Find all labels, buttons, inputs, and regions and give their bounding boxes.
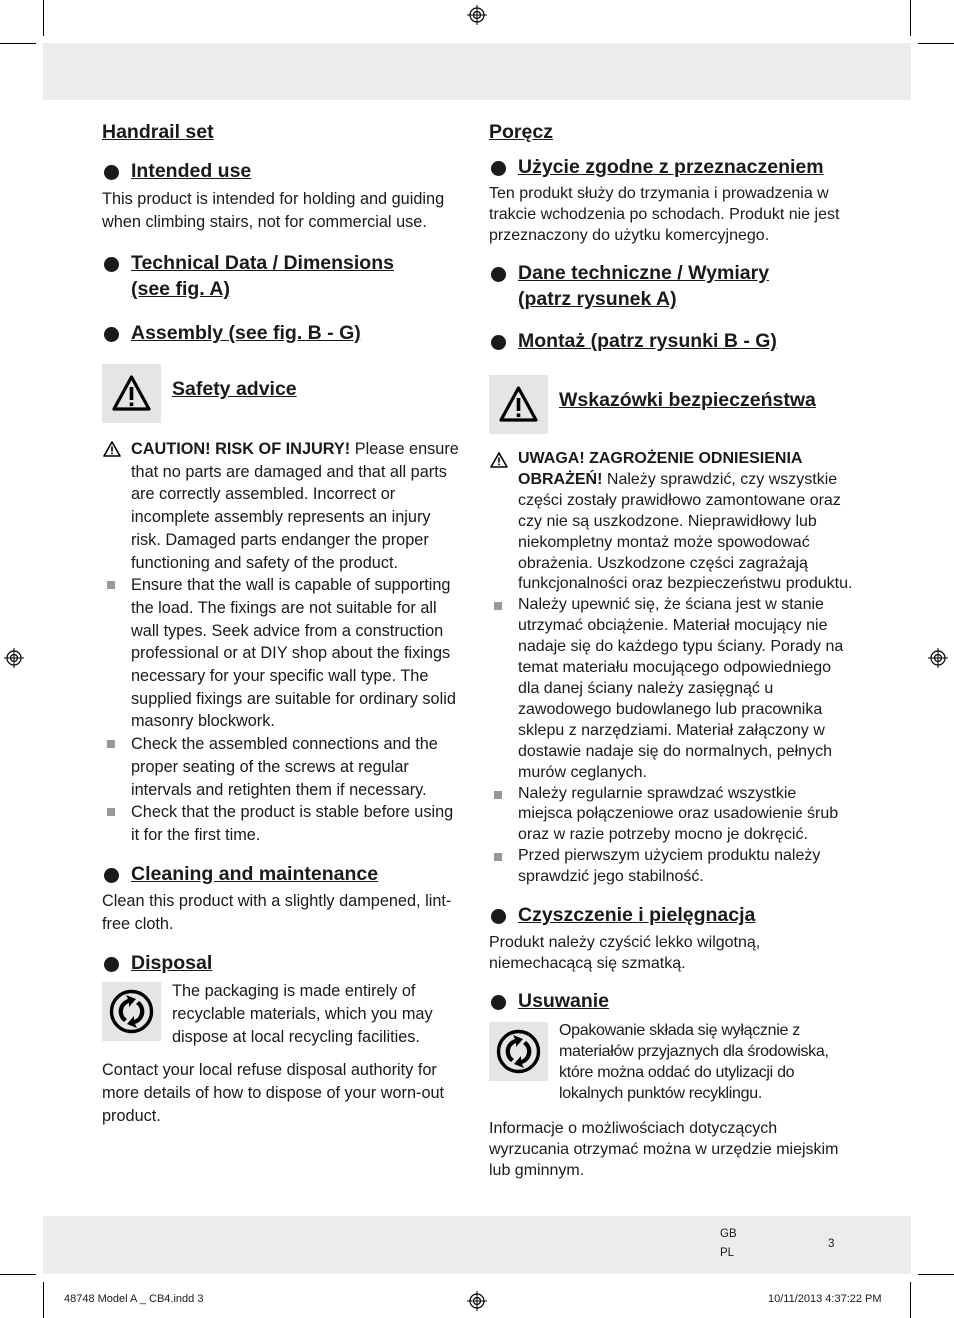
bullet-dot-icon bbox=[104, 257, 119, 272]
disposal-contact-text: Contact your local refuse disposal authority for more details of how to dispose of your worn-out product. bbox=[102, 1060, 445, 1125]
square-bullet-icon bbox=[107, 581, 115, 589]
warning-triangle-icon bbox=[489, 375, 548, 434]
cleaning-text: Produkt należy czyścić lekko wilgotną, niemechacącą się szmatką. bbox=[489, 934, 761, 973]
slug-date: 10/11/2013 4:37:22 PM bbox=[768, 1293, 882, 1305]
registration-mark-icon bbox=[928, 648, 948, 668]
list-item: Należy upewnić się, że ściana jest w stanie utrzymać obciążenie. Materiał mocujący nie nadaje się do każdego typu ściany. Porady na temat materiału mocującego odpowiedniego dla danej ściany należy zasięgnąć u zawodowego budowlanego lub pracownika sklepu z narzędziami. Materiał załączony w dostawie nadaje się do normalnych, pełnych murów ceglanych. bbox=[489, 595, 853, 783]
slug-filename: 48748 Model A _ CB4.indd 3 bbox=[64, 1293, 204, 1305]
caution-paragraph: UWAGA! ZAGROŻENIE ODNIESIENIA OBRAŻEŃ! Należy sprawdzić, czy wszystkie części zostały prawidłowo zamontowane oraz czy nie są uszkodzone. Nieprawidłowy lub niekompletny montaż może spowodować obrażenia. Uszkodzone części zagrażają funkcjonalności oraz bezpieczeństwu produktu. bbox=[489, 449, 853, 595]
safety-advice-header bbox=[102, 364, 464, 424]
section-heading-cleaning: Czyszczenie i pielęgnacja bbox=[489, 902, 853, 928]
caution-paragraph: CAUTION! RISK OF INJURY! Please ensure that no parts are damaged and that all parts are correctly assembled. Incorrect or incomplete assembly represents an injury risk. Damaged parts endanger the proper functioning and safety of the product. bbox=[102, 438, 464, 574]
section-heading-assembly: Montaż (patrz rysunki B - G) bbox=[489, 328, 853, 354]
bullet-dot-icon bbox=[491, 995, 506, 1010]
section-heading-disposal: Usuwanie bbox=[489, 988, 853, 1014]
disposal-block bbox=[102, 980, 464, 1049]
disposal-text: Opakowanie składa się wyłącznie z materiałów przyjaznych dla środowiska, które można oddać do utylizacji do lokalnych punktów recyklingu. bbox=[559, 1022, 829, 1103]
english-column bbox=[102, 120, 464, 1128]
warning-box bbox=[489, 375, 548, 434]
safety-advice-header bbox=[489, 375, 853, 435]
bullet-dot-icon bbox=[104, 868, 119, 883]
language-code-pl: PL bbox=[720, 1247, 735, 1259]
bullet-dot-icon bbox=[491, 335, 506, 350]
square-bullet-icon bbox=[494, 791, 502, 799]
intended-use-text: Ten produkt służy do trzymania i prowadzenia w trakcie wchodzenia po schodach. Produkt nie jest przeznaczony do użytku komercyjnego. bbox=[489, 185, 840, 244]
footer-band bbox=[43, 1216, 911, 1274]
crop-mark bbox=[910, 0, 911, 36]
disposal-block bbox=[489, 1020, 853, 1104]
green-dot-recycling-icon bbox=[102, 982, 161, 1041]
square-bullet-icon bbox=[494, 853, 502, 861]
disposal-contact-text: Informacje o możliwościach dotyczących wyrzucania otrzymać można w urzędzie miejskim lub gminnym. bbox=[489, 1120, 839, 1180]
bullet-dot-icon bbox=[104, 327, 119, 342]
crop-mark bbox=[918, 43, 954, 44]
green-dot-recycling-icon bbox=[489, 1022, 548, 1081]
section-heading-intended-use: Intended use bbox=[102, 158, 464, 184]
header-band bbox=[43, 43, 911, 100]
crop-mark bbox=[43, 1282, 44, 1318]
registration-mark-icon bbox=[467, 5, 487, 25]
warning-triangle-icon bbox=[102, 440, 122, 458]
page-number: 3 bbox=[828, 1238, 835, 1250]
list-item: Check that the product is stable before using it for the first time. bbox=[102, 801, 464, 846]
page-title: Poręcz bbox=[489, 121, 553, 143]
intended-use-text: This product is intended for holding and guiding when climbing stairs, not for commercial use. bbox=[102, 190, 445, 231]
safety-advice-title: Wskazówki bezpieczeństwa bbox=[559, 389, 816, 411]
registration-mark-icon bbox=[4, 648, 24, 668]
square-bullet-icon bbox=[107, 740, 115, 748]
warning-triangle-icon bbox=[102, 364, 161, 423]
bullet-dot-icon bbox=[104, 165, 119, 180]
bullet-dot-icon bbox=[104, 957, 119, 972]
crop-mark bbox=[918, 1274, 954, 1275]
bullet-dot-icon bbox=[491, 161, 506, 176]
page-title: Handrail set bbox=[102, 121, 214, 143]
section-heading-intended-use: Użycie zgodne z przeznaczeniem bbox=[489, 154, 853, 180]
polish-column bbox=[489, 120, 853, 1181]
language-code-gb: GB bbox=[720, 1228, 737, 1240]
list-item: Check the assembled connections and the proper seating of the screws at regular intervals and retighten them if necessary. bbox=[102, 733, 464, 801]
recycle-box bbox=[102, 982, 161, 1041]
section-heading-technical-data: Dane techniczne / Wymiary (patrz rysunek A) bbox=[489, 260, 853, 312]
list-item: Należy regularnie sprawdzać wszystkie miejsca połączeniowe oraz usadowienie śrub oraz w razie potrzeby mocno je dokręcić. bbox=[489, 784, 853, 847]
bullet-dot-icon bbox=[491, 909, 506, 924]
square-bullet-icon bbox=[494, 602, 502, 610]
disposal-text: The packaging is made entirely of recyclable materials, which you may dispose at local recycling facilities. bbox=[172, 981, 433, 1046]
list-item: Przed pierwszym użyciem produktu należy sprawdzić jego stabilność. bbox=[489, 846, 853, 888]
crop-mark bbox=[0, 43, 36, 44]
crop-mark bbox=[0, 1274, 36, 1275]
section-heading-assembly: Assembly (see fig. B - G) bbox=[102, 320, 464, 346]
warning-triangle-icon bbox=[489, 451, 509, 469]
cleaning-text: Clean this product with a slightly dampened, lint-free cloth. bbox=[102, 891, 452, 933]
bullet-dot-icon bbox=[491, 267, 506, 282]
square-bullet-icon bbox=[107, 808, 115, 816]
section-heading-technical-data: Technical Data / Dimensions (see fig. A) bbox=[102, 250, 464, 302]
crop-mark bbox=[43, 0, 44, 36]
list-item: Ensure that the wall is capable of supporting the load. The fixings are not suitable for all wall types. Seek advice from a construction professional or at DIY shop about the fixings necessary for your specific wall type. The supplied fixings are suitable for ordinary solid masonry blockwork. bbox=[102, 574, 464, 733]
section-heading-disposal: Disposal bbox=[102, 950, 464, 976]
section-heading-cleaning: Cleaning and maintenance bbox=[102, 861, 464, 887]
crop-mark bbox=[910, 1282, 911, 1318]
registration-mark-icon bbox=[467, 1291, 487, 1311]
safety-advice-title: Safety advice bbox=[172, 378, 297, 400]
recycle-box bbox=[489, 1022, 548, 1081]
warning-box bbox=[102, 364, 161, 423]
